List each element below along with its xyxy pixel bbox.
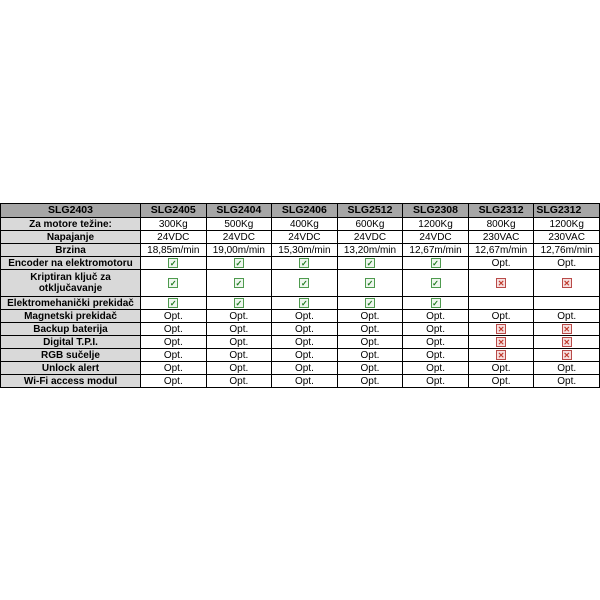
value-cell: Opt. — [403, 323, 469, 336]
value-cell: 300Kg — [141, 218, 207, 231]
model-header-cell: SLG2403 — [1, 204, 141, 218]
value-cell — [141, 257, 207, 270]
value-cell — [468, 297, 534, 310]
value-cell: Opt. — [141, 323, 207, 336]
model-header-cell: SLG2404 — [206, 204, 272, 218]
feature-label: Elektromehanički prekidač — [1, 297, 141, 310]
value-cell: 800Kg — [468, 218, 534, 231]
table-row — [1, 257, 600, 270]
value-cell — [403, 257, 469, 270]
value-cell: Opt. — [468, 257, 534, 270]
feature-label: Unlock alert — [1, 362, 141, 375]
value-cell — [141, 270, 207, 297]
check-icon: ✓ — [432, 258, 439, 268]
check-icon: ✓ — [432, 298, 439, 308]
value-cell: 1200Kg — [534, 218, 600, 231]
value-cell: 1200Kg — [403, 218, 469, 231]
value-cell: 24VDC — [272, 231, 338, 244]
cross-icon: ✕ — [563, 350, 571, 360]
value-cell — [272, 297, 338, 310]
value-cell — [141, 297, 207, 310]
value-cell: 24VDC — [337, 231, 403, 244]
value-cell: Opt. — [141, 310, 207, 323]
feature-label: Digital T.P.I. — [1, 336, 141, 349]
feature-label: Kriptiran ključ za otključavanje — [1, 270, 141, 297]
feature-label: Brzina — [1, 244, 141, 257]
cross-icon: ✕ — [497, 350, 505, 360]
value-cell: Opt. — [468, 310, 534, 323]
value-cell: 13,20m/min — [337, 244, 403, 257]
value-cell — [534, 270, 600, 297]
check-icon: ✓ — [366, 258, 374, 268]
value-cell: Opt. — [534, 375, 600, 388]
value-cell — [206, 270, 272, 297]
cross-icon: ✕ — [497, 324, 505, 334]
check-icon: ✓ — [301, 278, 308, 288]
value-cell: Opt. — [403, 375, 469, 388]
value-cell: 12,76m/min — [534, 244, 600, 257]
value-cell — [272, 270, 338, 297]
value-cell: Opt. — [141, 375, 207, 388]
spec-table-head — [1, 204, 600, 218]
value-cell: 230VAC — [468, 231, 534, 244]
value-cell: Opt. — [337, 349, 403, 362]
value-cell — [206, 257, 272, 270]
value-cell: Opt. — [272, 375, 338, 388]
value-cell: 19,00m/min — [206, 244, 272, 257]
value-cell — [272, 257, 338, 270]
check-icon: ✓ — [432, 278, 439, 288]
value-cell: Opt. — [206, 323, 272, 336]
value-cell: Opt. — [337, 375, 403, 388]
value-cell: Opt. — [468, 375, 534, 388]
table-row — [1, 310, 600, 323]
feature-label: Magnetski prekidač — [1, 310, 141, 323]
value-cell — [337, 257, 403, 270]
check-icon: ✓ — [169, 258, 177, 268]
value-cell — [206, 297, 272, 310]
value-cell: 600Kg — [337, 218, 403, 231]
value-cell: Opt. — [403, 336, 469, 349]
value-cell: Opt. — [141, 336, 207, 349]
cross-icon: ✕ — [497, 278, 505, 288]
value-cell: Opt. — [141, 349, 207, 362]
model-header-cell: SLG2405 — [141, 204, 207, 218]
value-cell: Opt. — [337, 362, 403, 375]
model-header-cell: SLG2312 — [534, 204, 600, 218]
value-cell: 24VDC — [403, 231, 469, 244]
check-icon: ✓ — [235, 258, 243, 268]
value-cell: Opt. — [272, 362, 338, 375]
value-cell: Opt. — [206, 336, 272, 349]
value-cell: Opt. — [272, 349, 338, 362]
table-row — [1, 297, 600, 310]
cross-icon: ✕ — [563, 278, 571, 288]
value-cell: Opt. — [337, 310, 403, 323]
value-cell: Opt. — [206, 349, 272, 362]
value-cell: 12,67m/min — [468, 244, 534, 257]
value-cell: Opt. — [468, 362, 534, 375]
table-row — [1, 349, 600, 362]
value-cell: 12,67m/min — [403, 244, 469, 257]
table-row — [1, 362, 600, 375]
value-cell: Opt. — [337, 323, 403, 336]
value-cell: Opt. — [206, 310, 272, 323]
value-cell: 15,30m/min — [272, 244, 338, 257]
check-icon: ✓ — [235, 278, 243, 288]
model-header-cell: SLG2512 — [337, 204, 403, 218]
table-row — [1, 323, 600, 336]
value-cell: 24VDC — [141, 231, 207, 244]
value-cell: Opt. — [206, 362, 272, 375]
check-icon: ✓ — [169, 298, 177, 308]
value-cell: 24VDC — [206, 231, 272, 244]
feature-label: Encoder na elektromotoru — [1, 257, 141, 270]
value-cell — [468, 349, 534, 362]
value-cell: Opt. — [141, 362, 207, 375]
cross-icon: ✕ — [497, 337, 505, 347]
check-icon: ✓ — [169, 278, 177, 288]
table-row — [1, 231, 600, 244]
value-cell: Opt. — [534, 362, 600, 375]
value-cell: Opt. — [534, 310, 600, 323]
value-cell — [403, 297, 469, 310]
table-row — [1, 336, 600, 349]
value-cell: Opt. — [403, 349, 469, 362]
value-cell — [534, 349, 600, 362]
value-cell — [468, 323, 534, 336]
cross-icon: ✕ — [563, 337, 571, 347]
check-icon: ✓ — [366, 278, 374, 288]
value-cell — [337, 270, 403, 297]
table-row — [1, 218, 600, 231]
value-cell: Opt. — [337, 336, 403, 349]
feature-label: Za motore težine: — [1, 218, 141, 231]
feature-label: Backup baterija — [1, 323, 141, 336]
check-icon: ✓ — [301, 258, 308, 268]
check-icon: ✓ — [235, 298, 243, 308]
spec-table — [0, 203, 600, 388]
value-cell — [337, 297, 403, 310]
value-cell: Opt. — [272, 310, 338, 323]
value-cell: 400Kg — [272, 218, 338, 231]
table-row — [1, 244, 600, 257]
cross-icon: ✕ — [563, 324, 571, 334]
feature-label: Napajanje — [1, 231, 141, 244]
value-cell — [534, 336, 600, 349]
check-icon: ✓ — [366, 298, 374, 308]
value-cell: Opt. — [272, 323, 338, 336]
value-cell — [534, 297, 600, 310]
spec-table-body — [1, 218, 600, 388]
value-cell: 18,85m/min — [141, 244, 207, 257]
value-cell: Opt. — [272, 336, 338, 349]
value-cell: 230VAC — [534, 231, 600, 244]
model-header-row — [1, 204, 600, 218]
value-cell: 500Kg — [206, 218, 272, 231]
table-row — [1, 270, 600, 297]
value-cell: Opt. — [403, 362, 469, 375]
value-cell: Opt. — [403, 310, 469, 323]
model-header-cell: SLG2308 — [403, 204, 469, 218]
feature-label: RGB sučelje — [1, 349, 141, 362]
value-cell: Opt. — [206, 375, 272, 388]
check-icon: ✓ — [301, 298, 308, 308]
value-cell — [468, 336, 534, 349]
value-cell — [534, 323, 600, 336]
feature-label: Wi-Fi access modul — [1, 375, 141, 388]
table-row — [1, 375, 600, 388]
value-cell — [468, 270, 534, 297]
model-header-cell: SLG2312 — [468, 204, 534, 218]
value-cell: Opt. — [534, 257, 600, 270]
model-header-cell: SLG2406 — [272, 204, 338, 218]
value-cell — [403, 270, 469, 297]
